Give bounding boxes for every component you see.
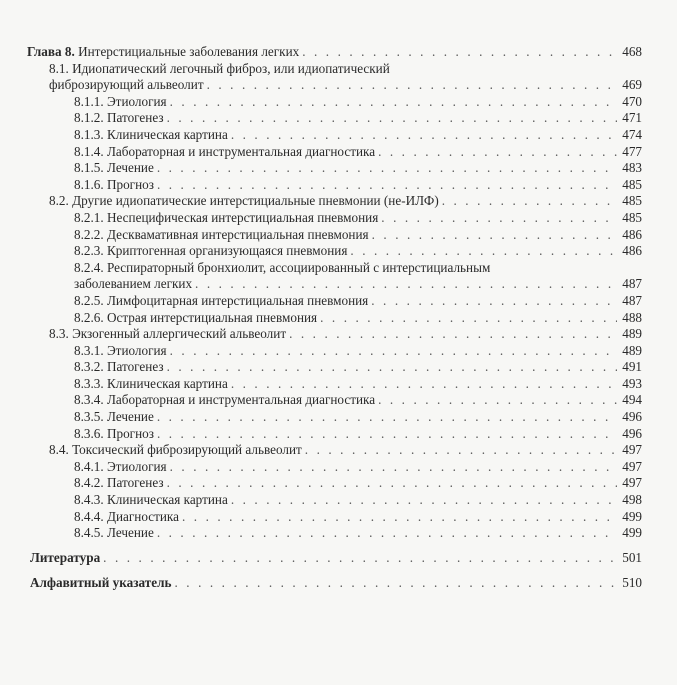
section-number: 8.2.1. (74, 209, 104, 225)
toc-title-line2: заболеванием легких (74, 276, 193, 292)
page-number: 471 (622, 110, 642, 126)
toc-item-8-4-1 (0, 475, 677, 492)
toc-title: Прогноз (106, 176, 154, 192)
toc-item-8-2-4-cont (0, 276, 677, 293)
section-number: 8.1.2. (74, 110, 104, 126)
toc-item-8-2b-0 (0, 293, 677, 310)
dot-leader (174, 575, 617, 592)
toc-item-8-3-5 (0, 426, 677, 443)
dot-leader (305, 442, 617, 459)
dot-leader (170, 459, 617, 476)
toc-item-8-2-0 (0, 210, 677, 227)
dot-leader (167, 475, 617, 492)
toc-section-8-3 (0, 326, 677, 343)
toc-item-8-2-1 (0, 227, 677, 244)
toc-title: Клиническая картина (106, 492, 228, 508)
dot-leader (157, 160, 617, 177)
section-number: 8.2.6. (74, 309, 104, 325)
dot-leader (157, 426, 617, 443)
page-number: 497 (622, 442, 642, 458)
toc-title: Десквамативная интерстициальная пневмония (106, 226, 369, 242)
dot-leader (157, 525, 617, 542)
page-number: 477 (622, 143, 642, 159)
page-number: 486 (622, 226, 642, 242)
page-number: 499 (622, 508, 642, 524)
toc-title-line1: Идиопатический легочный фиброз, или идиопатический (72, 60, 390, 76)
page-number: 496 (622, 409, 642, 425)
toc-title: Глава 8. Интерстициальные заболевания легких (27, 44, 300, 59)
dot-leader (195, 276, 617, 293)
section-number: 8.1.6. (74, 176, 104, 192)
page-number: 487 (622, 276, 642, 292)
page-number: 489 (622, 326, 642, 342)
toc-item-8-3-2 (0, 376, 677, 393)
section-number: 8.2.4. (74, 259, 104, 275)
toc-item-8-4-4 (0, 525, 677, 542)
toc-title: Этиология (106, 342, 167, 358)
toc-title: Лечение (106, 525, 154, 541)
table-of-contents (0, 44, 677, 592)
toc-title: Острая интерстициальная пневмония (106, 309, 318, 325)
toc-title: Патогенез (106, 359, 164, 375)
page-number: 487 (622, 292, 642, 308)
toc-title-line2: фиброзирующий альвеолит (49, 77, 204, 93)
toc-title: Диагностика (106, 508, 179, 524)
toc-title: Лимфоцитарная интерстициальная пневмония (106, 292, 369, 308)
section-number: 8.2.3. (74, 243, 104, 259)
toc-section-8-4 (0, 442, 677, 459)
dot-leader (381, 210, 617, 227)
toc-item-8-2b-1 (0, 310, 677, 327)
toc-item-8-1-0 (0, 94, 677, 111)
toc-item-8-4-0 (0, 459, 677, 476)
toc-title: Неспецифическая интерстициальная пневмония (106, 209, 379, 225)
page-number: 486 (622, 243, 642, 259)
section-number: 8.2.5. (74, 292, 104, 308)
page-number: 483 (622, 160, 642, 176)
section-number: 8.4.4. (74, 508, 104, 524)
toc-item-8-1-1 (0, 110, 677, 127)
toc-title: Лабораторная и инструментальная диагностика (106, 143, 376, 159)
toc-item-8-3-4 (0, 409, 677, 426)
toc-item-8-3-0 (0, 343, 677, 360)
toc-title: Литература (30, 549, 101, 565)
toc-title: Клиническая картина (106, 126, 228, 142)
dot-leader (350, 243, 617, 260)
dot-leader (320, 310, 617, 327)
dot-leader (302, 44, 617, 61)
toc-item-8-2-2 (0, 243, 677, 260)
dot-leader (371, 293, 617, 310)
dot-leader (182, 509, 617, 526)
section-number: 8.1.1. (74, 93, 104, 109)
dot-leader (167, 359, 617, 376)
page-number: 489 (622, 342, 642, 358)
dot-leader (170, 94, 617, 111)
dot-leader (207, 77, 617, 94)
section-number: 8.4.3. (74, 492, 104, 508)
toc-section-8-2 (0, 193, 677, 210)
toc-title: Этиология (106, 93, 167, 109)
toc-item-8-3-3 (0, 392, 677, 409)
page-number: 491 (622, 359, 642, 375)
page-number: 497 (622, 475, 642, 491)
toc-title: Другие идиопатические интерстициальные пневмонии (не-ИЛФ) (72, 193, 439, 209)
section-number: 8.4.5. (74, 525, 104, 541)
toc-item-8-2-4 (0, 260, 677, 277)
section-number: 8.1.5. (74, 160, 104, 176)
dot-leader (157, 409, 617, 426)
dot-leader (442, 193, 617, 210)
toc-literature (0, 550, 677, 567)
toc-item-8-4-2 (0, 492, 677, 509)
toc-section-8-1 (0, 61, 677, 78)
dot-leader (289, 326, 617, 343)
page-number: 494 (622, 392, 642, 408)
section-number: 8.2. (49, 193, 69, 209)
toc-section-8-1-cont (0, 77, 677, 94)
toc-title: Клиническая картина (106, 375, 228, 391)
toc-title: Прогноз (106, 425, 154, 441)
page-number: 488 (622, 309, 642, 325)
section-number: 8.3. (49, 326, 69, 342)
section-number: 8.1. (49, 60, 69, 76)
section-number: 8.3.4. (74, 392, 104, 408)
dot-leader (372, 227, 617, 244)
dot-leader (231, 127, 617, 144)
toc-title: Этиология (106, 458, 167, 474)
page-number: 485 (622, 176, 642, 192)
toc-item-8-1-5 (0, 177, 677, 194)
page-number: 468 (622, 44, 642, 59)
page-number: 510 (622, 575, 642, 591)
page-number: 501 (622, 549, 642, 565)
dot-leader (378, 392, 617, 409)
section-number: 8.3.3. (74, 375, 104, 391)
toc-item-8-1-4 (0, 160, 677, 177)
toc-item-8-1-3 (0, 144, 677, 161)
toc-title: Лечение (106, 160, 154, 176)
page-number: 496 (622, 425, 642, 441)
dot-leader (167, 110, 617, 127)
page-number: 497 (622, 458, 642, 474)
section-number: 8.4. (49, 442, 69, 458)
toc-item-8-1-2 (0, 127, 677, 144)
toc-title: Лечение (106, 409, 154, 425)
dot-leader (231, 376, 617, 393)
page-number: 474 (622, 126, 642, 142)
dot-leader (170, 343, 617, 360)
dot-leader (157, 177, 617, 194)
section-number: 8.4.1. (74, 458, 104, 474)
toc-title: Токсический фиброзирующий альвеолит (72, 442, 302, 458)
section-number: 8.1.3. (74, 126, 104, 142)
toc-title: Патогенез (106, 475, 164, 491)
toc-title: Патогенез (106, 110, 164, 126)
page-number: 499 (622, 525, 642, 541)
page-number: 485 (622, 209, 642, 225)
page-number: 470 (622, 93, 642, 109)
toc-title: Лабораторная и инструментальная диагностика (106, 392, 376, 408)
toc-title: Экзогенный аллергический альвеолит (72, 326, 287, 342)
section-number: 8.3.1. (74, 342, 104, 358)
page-number: 493 (622, 375, 642, 391)
toc-title: Алфавитный указатель (30, 575, 172, 591)
section-number: 8.3.2. (74, 359, 104, 375)
toc-chapter-8 (0, 44, 677, 61)
dot-leader (103, 550, 617, 567)
dot-leader (378, 144, 617, 161)
section-number: 8.4.2. (74, 475, 104, 491)
toc-index (0, 575, 677, 592)
section-number: 8.3.5. (74, 409, 104, 425)
section-number: 8.1.4. (74, 143, 104, 159)
toc-item-8-4-3 (0, 509, 677, 526)
section-number: 8.3.6. (74, 425, 104, 441)
page-number: 485 (622, 193, 642, 209)
page-number: 469 (622, 77, 642, 93)
page-number: 498 (622, 492, 642, 508)
section-number: 8.2.2. (74, 226, 104, 242)
toc-title-line1: Респираторный бронхиолит, ассоциированный с интерстициальным (106, 259, 491, 275)
dot-leader (231, 492, 617, 509)
toc-item-8-3-1 (0, 359, 677, 376)
toc-title: Криптогенная организующаяся пневмония (106, 243, 348, 259)
